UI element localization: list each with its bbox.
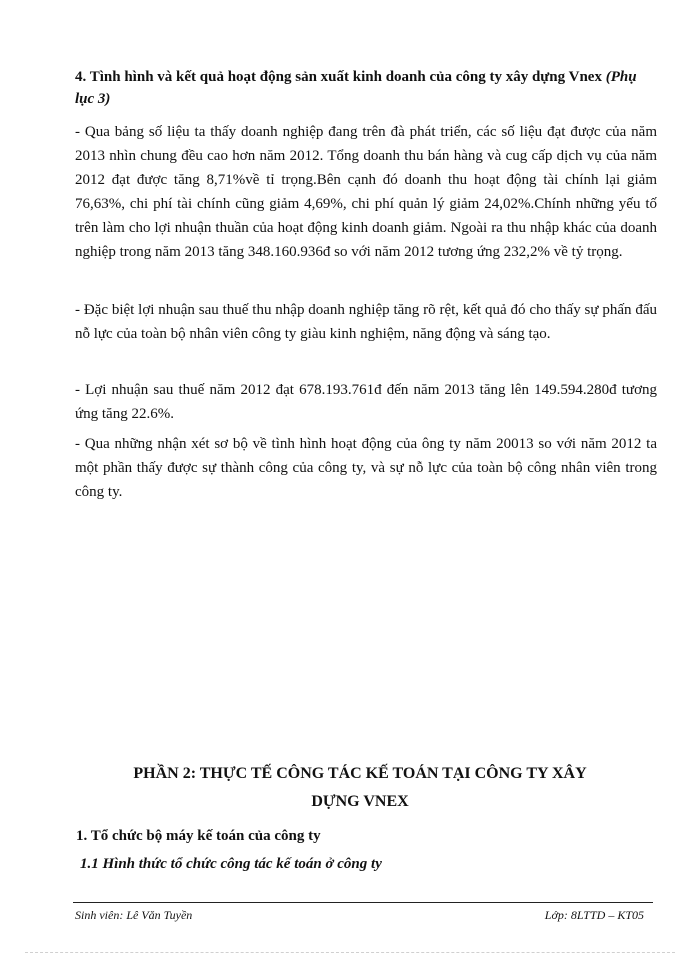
- footer-divider: [73, 902, 653, 903]
- appendix-reference: (Phụ lục 3): [75, 69, 637, 107]
- part-2-title-line-1: PHẦN 2: THỰC TẾ CÔNG TÁC KẾ TOÁN TẠI CÔNG TY XÂY: [133, 765, 587, 782]
- paragraph-revenue-analysis: - Qua bảng số liệu ta thấy doanh nghiệp đang trên đà phát triển, các số liệu đạt được của năm 2013 nhìn chung đều cao hơn năm 2012. Tổng doanh thu bán hàng và cug cấp dịch vụ của năm 2012 đạt được tăng 8,71%về tỉ trọng.Bên cạnh đó doanh thu hoạt động tài chính lại giảm 76,63%, chi phí tài chính cũng giảm 4,69%, chi phí quản lý giảm 24,02%.Chính những yếu tố trên làm cho lợi nhuận thuần của hoạt động kinh doanh giảm. Ngoài ra thu nhập khác của doanh nghiệp trong năm 2013 tăng 348.160.936đ so với năm 2012 tương ứng 232,2% về tỷ trọng.: [75, 124, 657, 260]
- page-break-divider: [25, 952, 675, 953]
- paragraph-profit-after-tax: - Lợi nhuận sau thuế năm 2012 đạt 678.193.761đ đến năm 2013 tăng lên 149.594.280đ tương ứng tăng 22.6%.: [75, 382, 657, 422]
- paragraph-summary-remarks: - Qua những nhận xét sơ bộ về tình hình hoạt động của ông ty năm 20013 so với năm 2012 ta một phần thấy được sự thành công của công ty, và sự nỗ lực của toàn bộ công nhân viên trong công ty.: [75, 436, 657, 500]
- section-4-heading: [75, 66, 655, 110]
- part-2-title: [80, 760, 640, 816]
- heading-accounting-organization: 1. Tổ chức bộ máy kế toán của công ty: [76, 828, 321, 844]
- footer-class-code: Lớp: 8LTTD – KT05: [544, 908, 644, 922]
- heading-accounting-form: 1.1 Hình thức tổ chức công tác kế toán ở công ty: [80, 856, 382, 872]
- section-4-heading-text: 4. Tình hình và kết quả hoạt động sản xuất kinh doanh của công ty xây dựng Vnex: [75, 69, 606, 85]
- paragraph-net-profit-increase: - Đặc biệt lợi nhuận sau thuế thu nhập doanh nghiệp tăng rõ rệt, kết quả đó cho thấy sự phấn đấu nỗ lực của toàn bộ nhân viên công ty giàu kinh nghiệm, năng động và sáng tạo.: [75, 302, 657, 342]
- part-2-title-line-2: DỰNG VNEX: [311, 793, 409, 810]
- footer-student-name: Sinh viên: Lê Văn Tuyền: [75, 908, 193, 922]
